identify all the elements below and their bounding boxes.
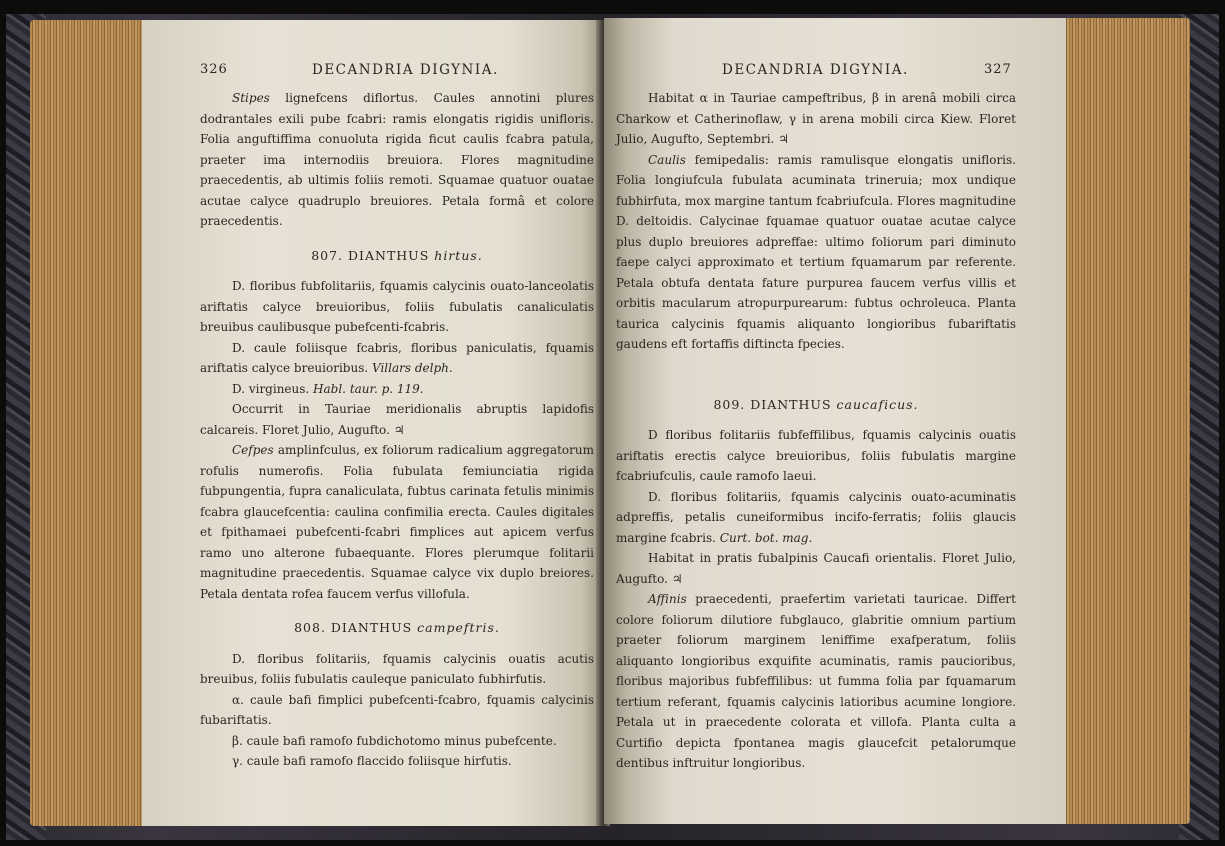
habitat-paragraph: Habitat α in Tauriae campeftribus, β in arenâ mobili circa Charkow et Catherinoflaw, γ in arena mobili circa Kiew. Floret Julio, Augufto, Septembri. ♃ [616, 91, 1016, 146]
species-heading-807: 807. DIANTHUS hirtus. [311, 247, 483, 263]
page-number: 327 [984, 62, 1012, 77]
left-page [142, 20, 600, 826]
description-paragraph: Caulis femipedalis: ramis ramulisque elongatis unifloris. Folia longiufcula fubulata acuminata trineruia; mox undique fubhirfuta, mox margine tantum fcabriufcula. Flores magnitudine D. deltoidis. Calycinae fquamae quatuor ouatae acutae calyce plus duplo breuiores adpreffae: ultimo foliorum pari diminuto faepe calyci approximato et tertium fquamarum par referente. Petala obtufa dentata fature purpurea faucem verfus villis et orbitis macularum atropurpurearum: fubtus ochroleuca. Planta taurica calycinis fquamis aliquanto longioribus fubariftatis gaudens eft fortaffis diftincta fpecies. [616, 152, 1016, 351]
habitat-paragraph: Occurrit in Tauriae meridionalis abruptis lapidofis calcareis. Floret Julio, Augufto. ♃ [200, 402, 594, 437]
synonym: D. virgineus. Habl. taur. p. 119. [232, 381, 424, 396]
running-head-right [616, 60, 1016, 88]
species-heading-809: 809. DIANTHUS caucaficus. [713, 396, 919, 412]
diagnosis-1: D floribus folitariis fubfeffilibus, fquamis calycinis ouatis ariftatis erectis calyce breuioribus, foliis fubulatis margine fcabriufculis, caule ramofo laeui. [616, 428, 1016, 483]
diagnosis-2: D. caule foliisque fcabris, floribus paniculatis, fquamis ariftatis calyce breuioribus. Villars delph. [200, 340, 594, 375]
variety-alpha: α. caule bafi fimplici pubefcenti-fcabro, fquamis calycinis fubariftatis. [200, 692, 594, 727]
diagnosis-1: D. floribus fubfolitariis, fquamis calycinis ouato-lanceolatis ariftatis calyce breuioribus, foliis fubulatis canaliculatis breuibus caulibusque pubefcenti-fcabris. [200, 279, 594, 334]
running-title: DECANDRIA DIGYNIA. [722, 62, 909, 78]
page-edges-right [1064, 18, 1190, 824]
affinity-paragraph: Affinis praecedenti, praefertim varietati tauricae. Differt colore foliorum dilutiore fubglauco, glabritie omnium partium praeter foliorum marginem leniffime exafperatum, foliis aliquanto longioribus exquifite acuminatis, ramis paucioribus, floribus majoribus fubfeffilibus: ut fumma folia par fquamarum tertium referant, fquamis calycinis latioribus acumine longiore. Petala ut in praecedente colorata et villofa. Planta culta a Curtifio depicta fpontanea magis glaucefcit petalorumque dentibus inftruitur longioribus. [616, 592, 1016, 770]
running-head-left [200, 60, 594, 88]
variety-gamma: γ. caule bafi ramofo flaccido foliisque hirfutis. [232, 754, 512, 768]
page-edges-left [30, 20, 142, 826]
diagnosis-3: D. floribus folitariis, fquamis calycinis ouatis acutis breuibus, foliis fubulatis cauleque paniculato fubhirfutis. [200, 651, 594, 686]
right-page [604, 18, 1066, 824]
paragraph-stipes: Stipes lignefcens diflortus. Caules annotini plures dodrantales exili pube fcabri: ramis elongatis rigidis unifloris. Folia anguftiffima conuoluta rigida ficut caulis fcabra patula, praeter ima internodiis breuiora. Flores magnitudine praecedentis, ab ultimis foliis remoti. Squamae quatuor ouatae acutae calyce quadruplo breuiores. Petala formâ et colore praecedentis. [200, 91, 594, 228]
running-title: DECANDRIA DIGYNIA. [312, 62, 499, 78]
habitat-paragraph-2: Habitat in pratis fubalpinis Caucafi orientalis. Floret Julio, Augufto. ♃ [616, 551, 1016, 586]
diagnosis-2: D. floribus folitariis, fquamis calycinis ouato-acuminatis adpreffis, petalis cuneiformibus incifo-ferratis; foliis glaucis margine fcabris. Curt. bot. mag. [616, 489, 1016, 545]
description-paragraph: Cefpes amplinfculus, ex foliorum radicalium aggregatorum rofulis numerofis. Folia fubulata femiunciatia rigida fubpungentia, fupra canaliculata, fubtus carinata fetulis minimis fcabra glaucefcentia: caulina confimilia erecta. Caules digitales et fpithamaei pubefcenti-fcabri fimplices aut apicem verfus ramo uno alterone fubaequante. Flores plerumque folitarii magnitudine praecedentis. Squamae calyce vix duplo breiores. Petala dentata rofea faucem verfus villofula. [200, 443, 594, 601]
variety-beta: β. caule bafi ramofo fubdichotomo minus pubefcente. [232, 733, 557, 748]
page-number: 326 [200, 62, 228, 77]
species-heading-808: 808. DIANTHUS campeftris. [294, 620, 500, 635]
